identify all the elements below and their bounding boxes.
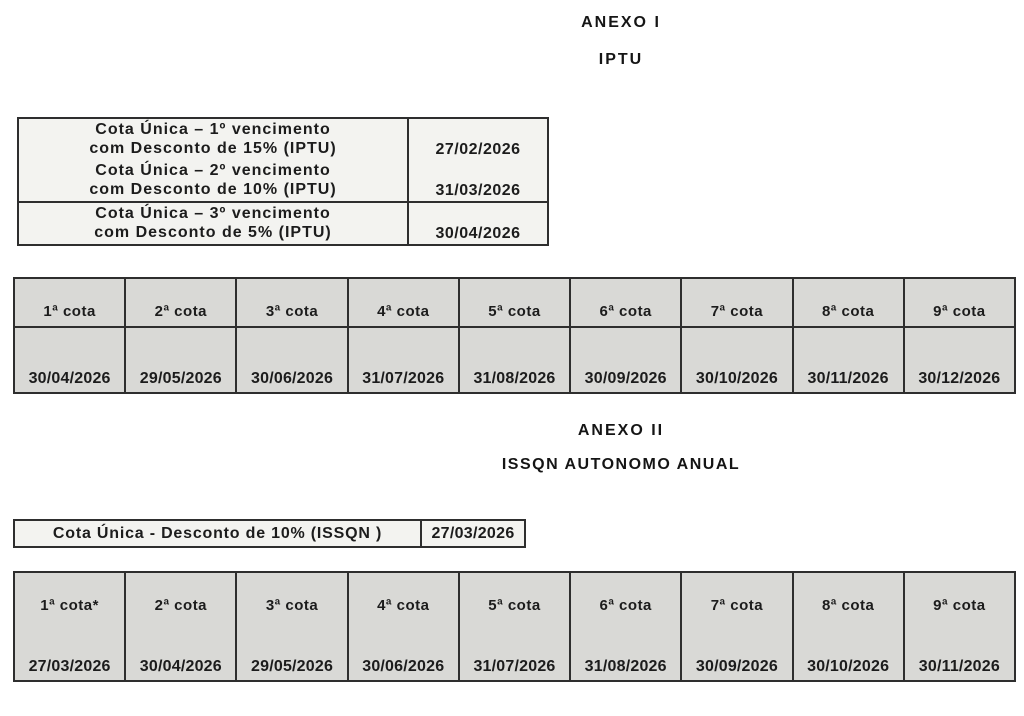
installment-date-cell: 30/06/2026 <box>348 616 459 681</box>
due-date-cell: 30/04/2026 <box>408 202 548 245</box>
anexo1-heading: ANEXO I <box>581 14 661 31</box>
installment-date-cell: 30/10/2026 <box>793 616 904 681</box>
iptu-subheading: IPTU <box>598 51 644 68</box>
quota-description-line2: com Desconto de 10% (IPTU) <box>89 181 337 198</box>
installments-date-row <box>14 616 1015 681</box>
table-row <box>18 118 548 160</box>
installment-header-cell: 3ª cota <box>236 278 347 327</box>
installment-date-cell: 30/12/2026 <box>904 327 1015 393</box>
quota-description-cell <box>18 118 408 160</box>
quota-description-cell <box>18 202 408 245</box>
installments-header-row <box>14 278 1015 327</box>
installment-date-cell: 31/07/2026 <box>348 327 459 393</box>
installments-header-row <box>14 572 1015 616</box>
quota-description-line1: Cota Única – 1º vencimento <box>95 121 331 138</box>
quota-description-line2: com Desconto de 15% (IPTU) <box>89 140 337 157</box>
quota-description-line2: com Desconto de 5% (IPTU) <box>94 224 332 241</box>
installment-header-cell: 5ª cota <box>459 572 570 616</box>
installment-header-cell: 9ª cota <box>904 572 1015 616</box>
installment-date-cell: 27/03/2026 <box>14 616 125 681</box>
due-date-cell: 31/03/2026 <box>408 160 548 202</box>
iptu-cota-unica-table <box>17 117 549 246</box>
installment-header-cell: 1ª cota <box>14 278 125 327</box>
installment-date-cell: 30/09/2026 <box>570 327 681 393</box>
installment-date-cell: 31/07/2026 <box>459 616 570 681</box>
installment-header-cell: 2ª cota <box>125 572 236 616</box>
installment-header-cell: 4ª cota <box>348 572 459 616</box>
issqn-cota-unica-table <box>13 519 526 548</box>
installments-date-row <box>14 327 1015 393</box>
installment-header-cell: 8ª cota <box>793 278 904 327</box>
quota-description-line1: Cota Única – 2º vencimento <box>95 162 331 179</box>
installment-header-cell: 6ª cota <box>570 278 681 327</box>
installment-date-cell: 30/10/2026 <box>681 327 792 393</box>
issqn-installments-table <box>13 571 1016 682</box>
installment-header-cell: 9ª cota <box>904 278 1015 327</box>
iptu-installments-table <box>13 277 1016 394</box>
installment-date-cell: 30/04/2026 <box>14 327 125 393</box>
installment-header-cell: 7ª cota <box>681 572 792 616</box>
installment-date-cell: 31/08/2026 <box>570 616 681 681</box>
due-date-cell: 27/02/2026 <box>408 118 548 160</box>
table-row <box>18 202 548 245</box>
table-row <box>18 160 548 202</box>
installment-header-cell: 7ª cota <box>681 278 792 327</box>
installment-header-cell: 4ª cota <box>348 278 459 327</box>
installment-header-cell: 6ª cota <box>570 572 681 616</box>
installment-date-cell: 31/08/2026 <box>459 327 570 393</box>
installment-header-cell: 1ª cota* <box>14 572 125 616</box>
issqn-subheading: ISSQN AUTONOMO ANUAL <box>501 456 741 473</box>
quota-description-cell <box>18 160 408 202</box>
installment-date-cell: 29/05/2026 <box>236 616 347 681</box>
table-row <box>14 520 525 547</box>
installment-date-cell: 30/11/2026 <box>904 616 1015 681</box>
installment-date-cell: 29/05/2026 <box>125 327 236 393</box>
due-date-cell: 27/03/2026 <box>421 520 525 547</box>
quota-description-line1: Cota Única – 3º vencimento <box>95 205 331 222</box>
anexo2-heading: ANEXO II <box>577 422 665 439</box>
installment-header-cell: 2ª cota <box>125 278 236 327</box>
installment-header-cell: 8ª cota <box>793 572 904 616</box>
installment-date-cell: 30/11/2026 <box>793 327 904 393</box>
installment-date-cell: 30/04/2026 <box>125 616 236 681</box>
installment-date-cell: 30/09/2026 <box>681 616 792 681</box>
quota-description-cell: Cota Única - Desconto de 10% (ISSQN ) <box>52 524 383 542</box>
installment-date-cell: 30/06/2026 <box>236 327 347 393</box>
installment-header-cell: 5ª cota <box>459 278 570 327</box>
installment-header-cell: 3ª cota <box>236 572 347 616</box>
